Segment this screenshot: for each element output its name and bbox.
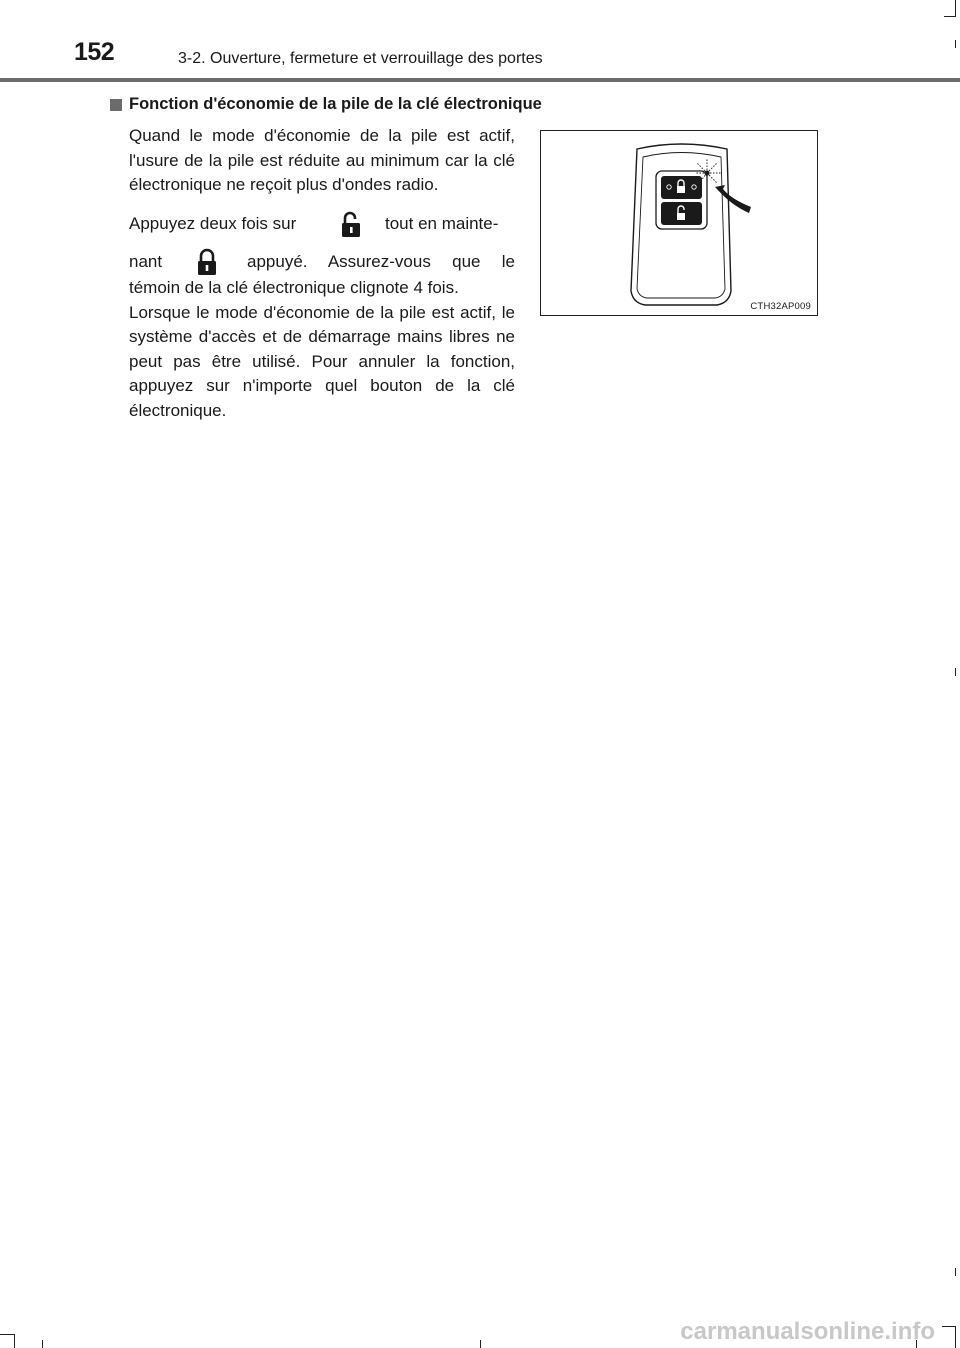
crop-mark bbox=[955, 1326, 956, 1348]
section-heading-text: Fonction d'économie de la pile de la clé électronique bbox=[129, 95, 542, 113]
figure-code: CTH32AP009 bbox=[750, 301, 811, 312]
instruction-line-1 bbox=[129, 210, 515, 238]
section-heading bbox=[110, 95, 542, 114]
instruction-text-1a: Appuyez deux fois sur bbox=[129, 214, 297, 233]
paragraph-details-first-line: témoin de la clé électronique clignote 4 fois. bbox=[129, 278, 459, 297]
electronic-key-illustration bbox=[541, 131, 819, 317]
crop-mark bbox=[955, 1268, 956, 1276]
crop-mark bbox=[0, 1334, 14, 1335]
unlock-icon bbox=[341, 210, 361, 238]
header-rule bbox=[0, 78, 960, 82]
instruction-line-2 bbox=[129, 248, 515, 276]
paragraph-intro: Quand le mode d'économie de la pile est actif, l'usure de la pile est réduite au minimum car la clé électronique ne reçoit plus d'ondes radio. bbox=[129, 126, 515, 194]
paragraph-details-rest: Lorsque le mode d'économie de la pile est actif, le système d'accès et de démarrage mains libres ne peut pas être utilisé. Pour annuler la fonction, appuyez sur n'importe quel bouton de la clé électronique. bbox=[129, 302, 515, 420]
paragraph-details bbox=[129, 276, 515, 423]
square-bullet-icon bbox=[110, 99, 122, 111]
page-number: 152 bbox=[74, 38, 115, 66]
watermark: carmanualsonline.info bbox=[680, 1318, 935, 1345]
instruction-text-2a: nant bbox=[129, 252, 163, 271]
crop-mark bbox=[955, 668, 956, 676]
chapter-title: 3-2. Ouverture, fermeture et verrouillage des portes bbox=[178, 50, 543, 67]
crop-mark bbox=[14, 1334, 15, 1348]
lock-icon bbox=[197, 248, 217, 276]
key-figure bbox=[540, 130, 818, 316]
crop-mark bbox=[955, 0, 956, 16]
crop-mark bbox=[480, 1340, 481, 1348]
instruction-text-2b: appuyé. Assurez-vous que le bbox=[247, 252, 515, 271]
instruction-text-1b: tout en mainte- bbox=[385, 214, 499, 233]
crop-mark bbox=[955, 40, 956, 48]
crop-mark bbox=[942, 1326, 956, 1327]
crop-mark bbox=[944, 16, 956, 17]
crop-mark bbox=[42, 1340, 43, 1348]
